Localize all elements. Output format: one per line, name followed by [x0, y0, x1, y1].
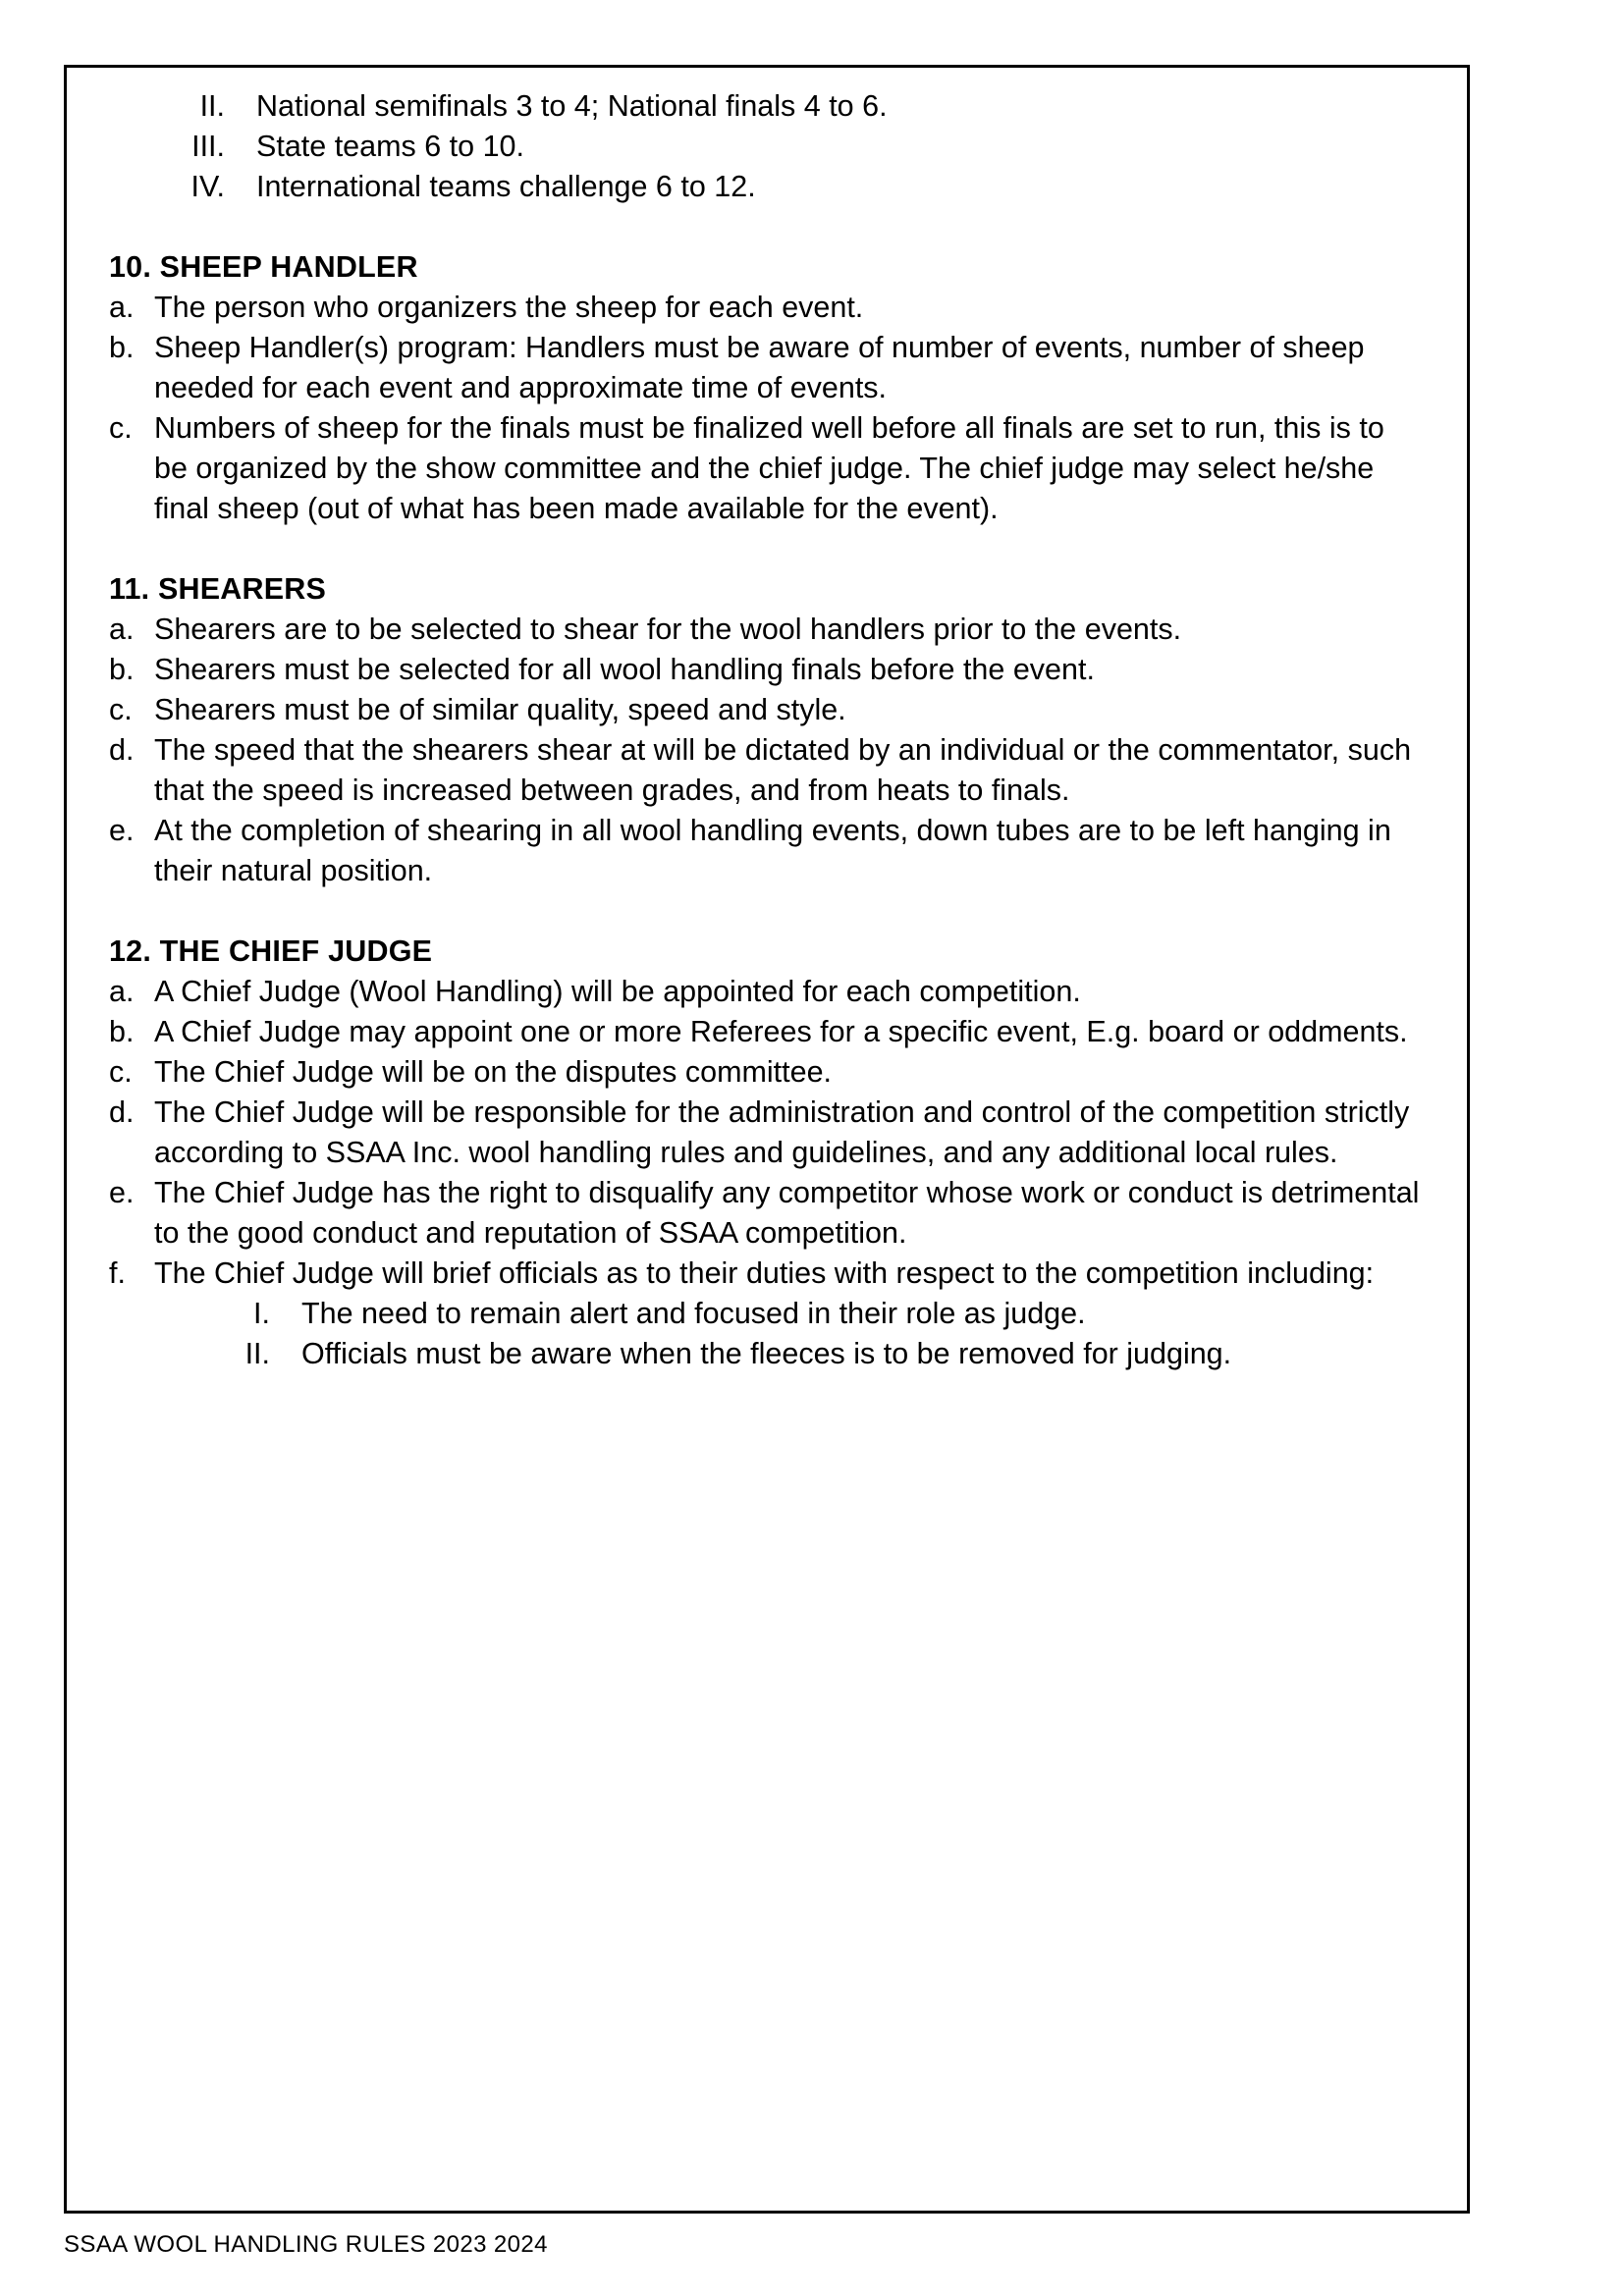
list-text: The Chief Judge has the right to disqualify any competitor whose work or conduct is detrimental to the good conduct and reputation of SSAA competition. — [154, 1176, 1420, 1250]
list-item — [109, 1052, 1425, 1093]
list-text: Shearers must be selected for all wool handling finals before the event. — [154, 653, 1095, 686]
list-marker: I. — [253, 1297, 270, 1330]
list-marker: c. — [109, 411, 133, 445]
list-marker: II. — [244, 1337, 270, 1370]
list-marker: a. — [109, 975, 135, 1008]
list-item — [186, 127, 1425, 167]
list-item — [109, 328, 1425, 408]
list-marker: d. — [109, 733, 135, 767]
list-item — [231, 1294, 1425, 1334]
list-item — [109, 1254, 1425, 1294]
list-text: Numbers of sheep for the finals must be finalized well before all finals are set to run, this is to be organized by the show committee and the chief judge. The chief judge may select he/she final sheep (out of what has been made available for the event). — [154, 411, 1384, 525]
list-marker: f. — [109, 1256, 126, 1290]
list-marker: IV. — [190, 170, 225, 203]
list-marker: b. — [109, 331, 135, 364]
list-item — [231, 1334, 1425, 1374]
list-text: A Chief Judge (Wool Handling) will be appointed for each competition. — [154, 975, 1081, 1008]
list-item — [109, 650, 1425, 690]
list-item — [109, 811, 1425, 891]
list-marker: e. — [109, 1176, 135, 1209]
list-text: National semifinals 3 to 4; National finals 4 to 6. — [256, 89, 888, 123]
list-item — [109, 1093, 1425, 1173]
section-heading-shearers: 11. SHEARERS — [109, 572, 327, 606]
list-marker: a. — [109, 291, 135, 324]
list-text: Sheep Handler(s) program: Handlers must be aware of number of events, number of sheep needed for each event and approximate time of events. — [154, 331, 1365, 404]
nested-roman-list — [154, 1294, 1425, 1374]
spacer — [109, 529, 1425, 569]
list-text: The Chief Judge will brief officials as to their duties with respect to the competition including: — [154, 1256, 1375, 1290]
list-item — [109, 1012, 1425, 1052]
page-footer: SSAA WOOL HANDLING RULES 2023 2024 — [64, 2231, 548, 2258]
list-item — [186, 86, 1425, 127]
list-text: The need to remain alert and focused in their role as judge. — [301, 1297, 1086, 1330]
list-text: The Chief Judge will be responsible for the administration and control of the competition strictly according to SSAA Inc. wool handling rules and guidelines, and any additional local rules. — [154, 1095, 1410, 1169]
list-text: Shearers must be of similar quality, speed and style. — [154, 693, 846, 726]
list-item — [109, 972, 1425, 1012]
list-marker: a. — [109, 613, 135, 646]
list-item — [109, 690, 1425, 730]
section-heading-the-chief-judge: 12. THE CHIEF JUDGE — [109, 934, 433, 968]
section-heading-sheep-handler: 10. SHEEP HANDLER — [109, 250, 418, 284]
list-item — [109, 730, 1425, 811]
page-content — [64, 65, 1470, 2214]
list-text: The speed that the shearers shear at will be dictated by an individual or the commentator, such that the speed is increased between grades, and from heats to finals. — [154, 733, 1412, 807]
list-text: The person who organizers the sheep for each event. — [154, 291, 864, 324]
spacer — [109, 891, 1425, 932]
list-item — [109, 610, 1425, 650]
list-marker: b. — [109, 1015, 135, 1048]
list-marker: e. — [109, 814, 135, 847]
list-text: At the completion of shearing in all wool handling events, down tubes are to be left hanging in their natural position. — [154, 814, 1391, 887]
list-item — [109, 1173, 1425, 1254]
list-item — [186, 167, 1425, 207]
list-marker: d. — [109, 1095, 135, 1129]
list-text: State teams 6 to 10. — [256, 130, 524, 163]
list-text: Officials must be aware when the fleeces is to be removed for judging. — [301, 1337, 1232, 1370]
list-marker: c. — [109, 693, 133, 726]
list-text: International teams challenge 6 to 12. — [256, 170, 756, 203]
list-marker: c. — [109, 1055, 133, 1089]
list-text: A Chief Judge may appoint one or more Referees for a specific event, E.g. board or oddments. — [154, 1015, 1408, 1048]
list-item — [109, 408, 1425, 529]
list-marker: III. — [191, 130, 225, 163]
list-text: Shearers are to be selected to shear for the wool handlers prior to the events. — [154, 613, 1182, 646]
list-marker: b. — [109, 653, 135, 686]
spacer — [109, 207, 1425, 247]
list-marker: II. — [199, 89, 225, 123]
list-text: The Chief Judge will be on the disputes committee. — [154, 1055, 833, 1089]
list-item — [109, 288, 1425, 328]
